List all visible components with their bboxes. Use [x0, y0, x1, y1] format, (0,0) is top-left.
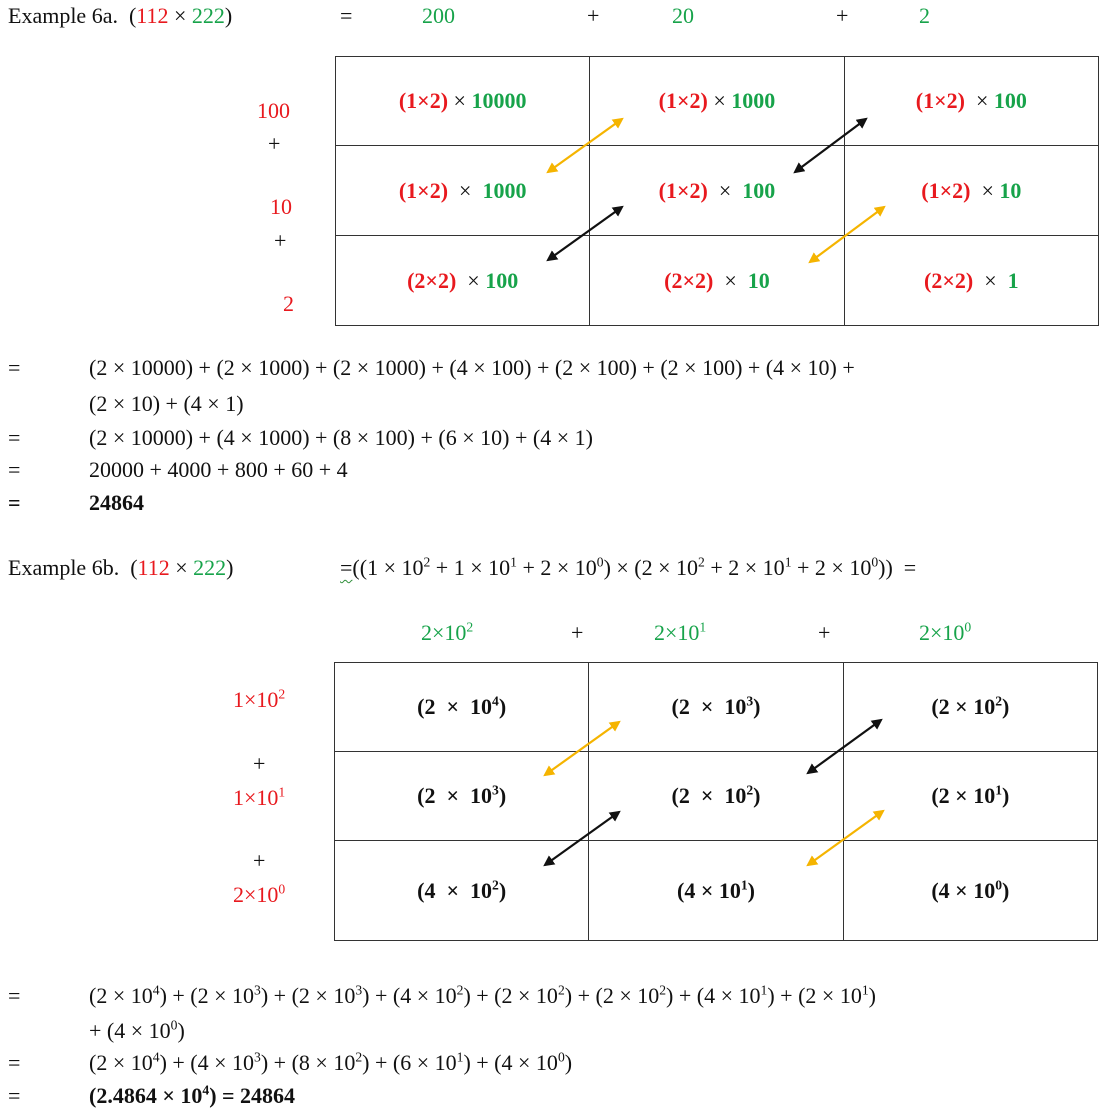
cell-op: ×	[970, 177, 1000, 203]
plus-sign: +	[274, 228, 287, 253]
cell-op: ×	[448, 177, 483, 203]
grid-cell	[844, 236, 1098, 326]
column-header-3: 2	[919, 3, 930, 28]
grid-cell: $(2 \times 10^2)$	[589, 752, 843, 841]
cell-green-part: 100	[993, 88, 1027, 113]
base: 1×10	[233, 687, 279, 712]
exponent: 2	[557, 982, 565, 998]
expansion-part: + 1 × 10	[430, 555, 511, 580]
base: 1×10	[233, 785, 279, 810]
expansion-line-2: $(2 \times 10^4) + (4 \times 10^3) + (8 \times 10^2) + (6 \times 10^1) + (4 \times 10^0)$	[89, 1049, 573, 1075]
multiplication-grid-6a	[335, 56, 1099, 326]
example-title: Example 6a.	[8, 3, 118, 28]
cell-op: ×	[949, 783, 974, 808]
exponent: 4	[202, 1082, 210, 1098]
cell-op: ×	[713, 267, 748, 293]
expansion-line-3: 20000 + 4000 + 800 + 60 + 4	[89, 457, 348, 482]
base: 2×10	[233, 882, 279, 907]
grid-cell: $(4 \times 10^0)$	[843, 841, 1097, 941]
multiplicand: 112	[137, 555, 170, 580]
equals-sign: =	[8, 425, 21, 450]
expansion-part: ) × (2 × 10	[603, 555, 699, 580]
base: 10	[470, 783, 493, 808]
coef: 2	[678, 783, 690, 808]
cell-op: ×	[707, 88, 732, 113]
exponent: 3	[746, 693, 754, 709]
exponent: 1	[278, 784, 286, 800]
cell-red-part: (2×2)	[407, 267, 457, 293]
cell-red-part: (2×2)	[924, 267, 974, 293]
cell-op: ×	[435, 694, 471, 719]
exponent: 2	[456, 982, 464, 998]
base: 10	[973, 783, 996, 808]
coef: 2	[602, 983, 614, 1008]
paren: )	[224, 3, 233, 28]
cell-green-part: 1	[1007, 267, 1019, 293]
cell-green-part: 10000	[471, 88, 527, 113]
times-sign: ×	[175, 555, 188, 580]
paren: )	[226, 555, 234, 580]
coef: 2	[197, 983, 209, 1008]
grid-cell	[844, 146, 1098, 236]
row-header-2	[233, 784, 286, 810]
coef: 2	[501, 983, 513, 1008]
base: 10	[724, 783, 747, 808]
column-header-2: 20	[672, 3, 694, 28]
expansion-6b	[340, 554, 917, 580]
exponent: 0	[557, 1049, 565, 1065]
cell-op: ×	[695, 877, 719, 903]
base: 2×10	[654, 620, 700, 645]
base: 10	[718, 877, 741, 903]
equals-sign: =	[8, 1083, 21, 1108]
expansion-line-1: $(2 \times 10^4) + (2 \times 10^3) + (2 \times 10^3) + (4 \times 10^2) + (2 \times 10^2) + (2 \times 10^2) + (4 \times 10^1) + (2 \times 10^1)$	[89, 982, 876, 1008]
example-title: Example 6b.	[8, 555, 120, 580]
exponent: 3	[355, 982, 363, 998]
exponent: 3	[254, 982, 261, 998]
coef: 2	[424, 694, 436, 719]
plus-sign: +	[253, 848, 266, 873]
final-part: (2.4864 × 10	[89, 1083, 203, 1108]
exponent: 1	[995, 782, 1002, 798]
coef: 6	[400, 1050, 412, 1075]
coef: 2	[938, 783, 950, 808]
exponent: 1	[740, 877, 748, 893]
times-sign: ×	[173, 3, 187, 28]
grid-cell	[590, 236, 844, 326]
cell-op: ×	[689, 694, 725, 719]
multiplication-grid-6b	[334, 662, 1098, 941]
exponent: 2	[995, 693, 1002, 709]
expansion-part: + 2 × 10	[516, 555, 597, 580]
column-header-3	[919, 619, 972, 645]
expansion-part: + 2 × 10	[791, 555, 872, 580]
example-6b-heading	[8, 557, 233, 579]
grid-cell: $(2 \times 10^1)$	[843, 752, 1097, 841]
coef: 2	[96, 983, 108, 1008]
cell-red-part: (1×2)	[398, 88, 449, 113]
cell-op: ×	[949, 877, 974, 903]
equals-sign: =	[8, 490, 21, 515]
exponent: 2	[355, 1049, 363, 1065]
coef: 8	[298, 1050, 310, 1075]
coef: 4	[938, 877, 950, 903]
cell-red-part: (1×2)	[658, 88, 708, 113]
cell-red-part: (1×2)	[398, 177, 449, 203]
multiplier: 222	[193, 555, 227, 580]
equals-sign: =	[8, 983, 21, 1008]
cell-op: ×	[949, 694, 974, 719]
grid-cell: $(4 \times 10^1)$	[589, 841, 843, 941]
row-header-3	[233, 881, 286, 907]
cell-red-part: (2×2)	[664, 267, 714, 293]
exponent: 0	[871, 554, 879, 570]
coef: 2	[424, 783, 436, 808]
base: 2×10	[919, 620, 965, 645]
column-header-2	[654, 619, 707, 645]
cell-op: ×	[435, 877, 471, 903]
example-6a-heading	[8, 5, 232, 27]
plus-sign: +	[587, 3, 600, 28]
multiplier: 222	[191, 3, 225, 28]
expansion-part: ((1 × 10	[352, 555, 424, 580]
coef: 4	[400, 983, 412, 1008]
plus-sign: +	[253, 751, 266, 776]
grid-cell	[590, 57, 844, 146]
grid-cell: $(2 \times 10^2)$	[843, 663, 1097, 752]
exponent: 0	[964, 619, 972, 635]
exponent: 3	[492, 782, 499, 798]
cell-op: ×	[456, 267, 486, 293]
coef: 4	[501, 1050, 513, 1075]
paren: (	[130, 555, 138, 580]
final-result-6b	[89, 1082, 296, 1108]
equals-sign: =	[340, 555, 353, 580]
base: 10	[724, 694, 747, 719]
cell-op: ×	[964, 88, 994, 113]
coef: 2	[938, 694, 950, 719]
grid-cell	[590, 146, 844, 236]
grid-cell	[336, 146, 590, 236]
grid-cell	[336, 57, 590, 146]
exponent: 0	[170, 1017, 178, 1033]
cell-op: ×	[448, 88, 472, 113]
base: 10	[470, 694, 493, 719]
base: 10	[470, 877, 493, 903]
equals-sign: =	[8, 1050, 21, 1075]
exponent: 2	[698, 554, 705, 570]
cell-op: ×	[435, 783, 471, 808]
exponent: 2	[492, 877, 499, 893]
exponent: 4	[152, 1049, 160, 1065]
cell-green-part: 1000	[731, 88, 776, 113]
exponent: 2	[423, 554, 431, 570]
base: 10	[973, 694, 996, 719]
cell-op: ×	[707, 177, 743, 203]
equals-sign: =	[8, 355, 21, 380]
exponent: 0	[995, 877, 1002, 893]
column-header-1: 200	[422, 3, 455, 28]
exponent: 0	[596, 554, 604, 570]
row-header-2: 10	[270, 194, 292, 219]
expansion-line-1-cont: + $(4 \times 10^0)$	[89, 1017, 185, 1043]
column-header-1	[421, 619, 474, 645]
plus-sign: +	[836, 3, 849, 28]
expansion-line-1: (2 × 10000) + (2 × 1000) + (2 × 1000) + (4 × 100) + (2 × 100) + (2 × 100) + (4 × 10) +	[89, 355, 855, 380]
row-header-3: 2	[283, 291, 294, 316]
exponent: 1	[456, 1049, 464, 1065]
grid-cell	[336, 236, 590, 326]
exponent: 0	[278, 881, 286, 897]
exponent: 2	[659, 982, 667, 998]
grid-cell: $(4 \times 10^2)$	[335, 841, 589, 941]
cell-red-part: (1×2)	[658, 177, 708, 203]
coef: 4	[197, 1050, 209, 1075]
expansion-line-2: (2 × 10000) + (4 × 1000) + (8 × 100) + (6 × 10) + (4 × 1)	[89, 425, 593, 450]
exponent: 1	[510, 554, 517, 570]
cell-green-part: 10	[747, 267, 770, 293]
final-result-6a: 24864	[89, 490, 144, 515]
multiplicand: 112	[136, 3, 169, 28]
exponent: 2	[466, 619, 474, 635]
cell-red-part: (1×2)	[921, 177, 971, 203]
grid-cell: $(2 \times 10^4)$	[335, 663, 589, 752]
cell-green-part: 100	[742, 177, 776, 203]
exponent: 1	[784, 554, 792, 570]
expansion-line-1-cont: (2 × 10) + (4 × 1)	[89, 391, 244, 416]
grid-cell	[844, 57, 1098, 146]
coef: 4	[704, 983, 716, 1008]
grid-cell: $(2 \times 10^3)$	[335, 752, 589, 841]
final-part: ) = 24864	[209, 1083, 296, 1108]
plus-sign: +	[571, 620, 584, 645]
base: 2×10	[421, 620, 467, 645]
equals-sign: =	[8, 457, 21, 482]
row-header-1	[233, 686, 286, 712]
coef: 2	[298, 983, 310, 1008]
plus-sign: +	[818, 620, 831, 645]
coef: 2	[805, 983, 817, 1008]
coef: 2	[96, 1050, 108, 1075]
coef: 4	[684, 877, 696, 903]
base: 10	[973, 877, 996, 903]
expansion-part: )) =	[878, 555, 917, 580]
paren: (	[128, 3, 137, 28]
exponent: 3	[254, 1049, 261, 1065]
equals-sign: =	[340, 3, 353, 28]
exponent: 1	[861, 982, 869, 998]
exponent: 4	[492, 693, 499, 709]
exponent: 1	[699, 619, 707, 635]
exponent: 2	[746, 782, 754, 798]
exponent: 4	[152, 982, 160, 998]
cell-red-part: (1×2)	[915, 88, 965, 113]
exponent: 1	[760, 982, 768, 998]
coef: 4	[114, 1018, 126, 1043]
cell-green-part: 100	[485, 267, 519, 293]
expansion-part: + 2 × 10	[704, 555, 785, 580]
coef: 4	[424, 877, 436, 903]
row-header-1: 100	[257, 98, 290, 123]
coef: 2	[678, 694, 690, 719]
exponent: 2	[278, 686, 286, 702]
cell-green-part: 1000	[482, 177, 527, 203]
plus-sign: +	[268, 131, 281, 156]
cell-op: ×	[973, 267, 1008, 293]
cell-op: ×	[689, 783, 725, 808]
grid-cell: $(2 \times 10^3)$	[589, 663, 843, 752]
cell-green-part: 10	[999, 177, 1022, 203]
